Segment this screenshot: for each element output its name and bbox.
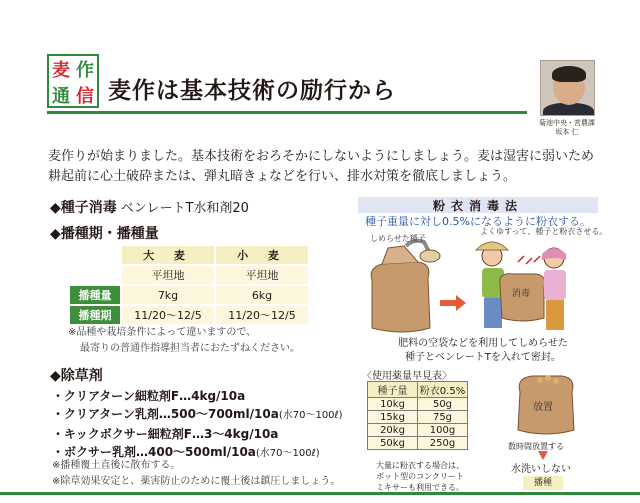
herbicide-heading: ◆除草剤 [50,368,103,384]
table-cell: 11/20～12/5 [122,306,214,324]
table-cell: 100g [418,424,468,437]
item-dilution: (水70～100ℓ) [255,448,320,459]
intro-paragraph [48,147,608,187]
sowing-heading: ◆播種期・播種量 [50,226,159,242]
table-cell: 50g [418,398,468,411]
item-text: ・クリアターン乳剤…500～700ml/10a [52,407,279,421]
shake-label: よくゆすって、種子と粉衣させる。 [480,227,608,236]
author-affiliation: 菊池中央・営農課 [539,119,595,127]
author-info [527,119,607,137]
sow-step-label: 播種 [523,476,563,490]
table-cell: 6kg [216,286,308,304]
herbicide-list [52,387,343,463]
note-line: ※品種や栽培条件によって違いますので、 [68,327,257,338]
note-line: 最寄りの普通作指導担当者におたずねください。 [80,343,300,354]
table-row [70,306,308,324]
author-photo [540,60,595,116]
item-text: ・ボクサー乳剤…400～500ml/10a [52,445,256,459]
table-cell: 11/20～12/5 [216,306,308,324]
page-title: 麦作は基本技術の励行から [108,78,396,104]
badge-char: 作 [76,60,94,81]
table-row [368,424,468,437]
no-wash-note: 水洗いしない [511,464,571,475]
note-line: ポット型のコンクリート [376,472,464,481]
column-header: 種子量 [368,382,418,398]
table-cell: 50kg [368,437,418,450]
rest-duration-label: 数時間放置する [508,442,564,451]
note-line: ※除草効果安定と、薬害防止のために覆土後は鎮圧しましょう。 [52,476,341,487]
heading-text: ◆種子消毒 [50,200,117,216]
seed-disinfection-heading [50,197,249,217]
instruction-line: 肥料の空袋などを利用してしめらせた [398,338,568,349]
table-cell: 75g [418,411,468,424]
table-corner [70,246,120,264]
item-text: ・クリアターン細粒剤F…4kg/10a [52,389,246,403]
badge-char: 通 [52,86,70,107]
table-row [70,286,308,304]
badge-char: 麦 [52,60,70,81]
intro-line: 麦作りが始まりました。基本技術をおろそかにしないようにしましょう。麦は湿害に弱いため [48,149,595,164]
bag-instruction [372,337,594,365]
powder-method-title: 粉衣消毒法 [358,197,598,213]
sowing-table [68,244,310,326]
herbicide-notes [52,458,340,490]
table-row [368,437,468,450]
row-label: 播種期 [70,306,120,324]
usage-note [362,460,478,493]
table-cell: 7kg [122,286,214,304]
item-text: ・キックボクサー細粒剤F…3～4kg/10a [52,427,279,441]
note-line: ミキサーも利用できる。 [376,483,464,492]
instruction-line: 種子とベンレートTを入れて密封。 [405,352,561,363]
table-cell: 10kg [368,398,418,411]
sowing-note [68,325,300,357]
table-cell: 250g [418,437,468,450]
row-label: 播種量 [70,286,120,304]
item-dilution: (水70～100ℓ) [278,410,343,421]
intro-line: 耕起前に心土破砕または、弾丸暗きょなどを行い、排水対策を徹底しましょう。 [48,169,517,184]
column-header-barley: 大 麦 [122,246,214,264]
note-line: 大量に粉衣する場合は、 [376,461,464,470]
bag-label: 消毒 [512,289,531,299]
usage-table [367,381,468,450]
table-corner [70,266,120,284]
table-row [368,411,468,424]
list-item [52,387,343,405]
column-header: 粉衣0.5% [418,382,468,398]
table-subheader: 平坦地 [122,266,214,284]
footer-rule [0,492,640,495]
powder-illustration [358,228,603,336]
author-name: 坂本 仁 [555,128,579,136]
column-header-wheat: 小 麦 [216,246,308,264]
table-cell: 15kg [368,411,418,424]
wet-seed-label: しめらせた種子 [370,234,426,243]
usage-table-title: 〈使用薬量早見表〉 [362,371,452,382]
note-line: ※播種覆土直後に散布する。 [52,460,181,471]
product-name: ベンレートT水和剤20 [120,201,249,216]
section-badge [47,54,99,108]
powder-method-subtitle: 種子重量に対し0.5%になるように粉衣する。 [365,215,591,228]
title-underline [47,111,527,114]
list-item [52,405,343,425]
table-row [368,398,468,411]
table-subheader: 平坦地 [216,266,308,284]
table-cell: 20kg [368,424,418,437]
badge-char: 信 [76,86,94,107]
list-item [52,425,343,443]
rest-label: 放置 [533,402,553,413]
